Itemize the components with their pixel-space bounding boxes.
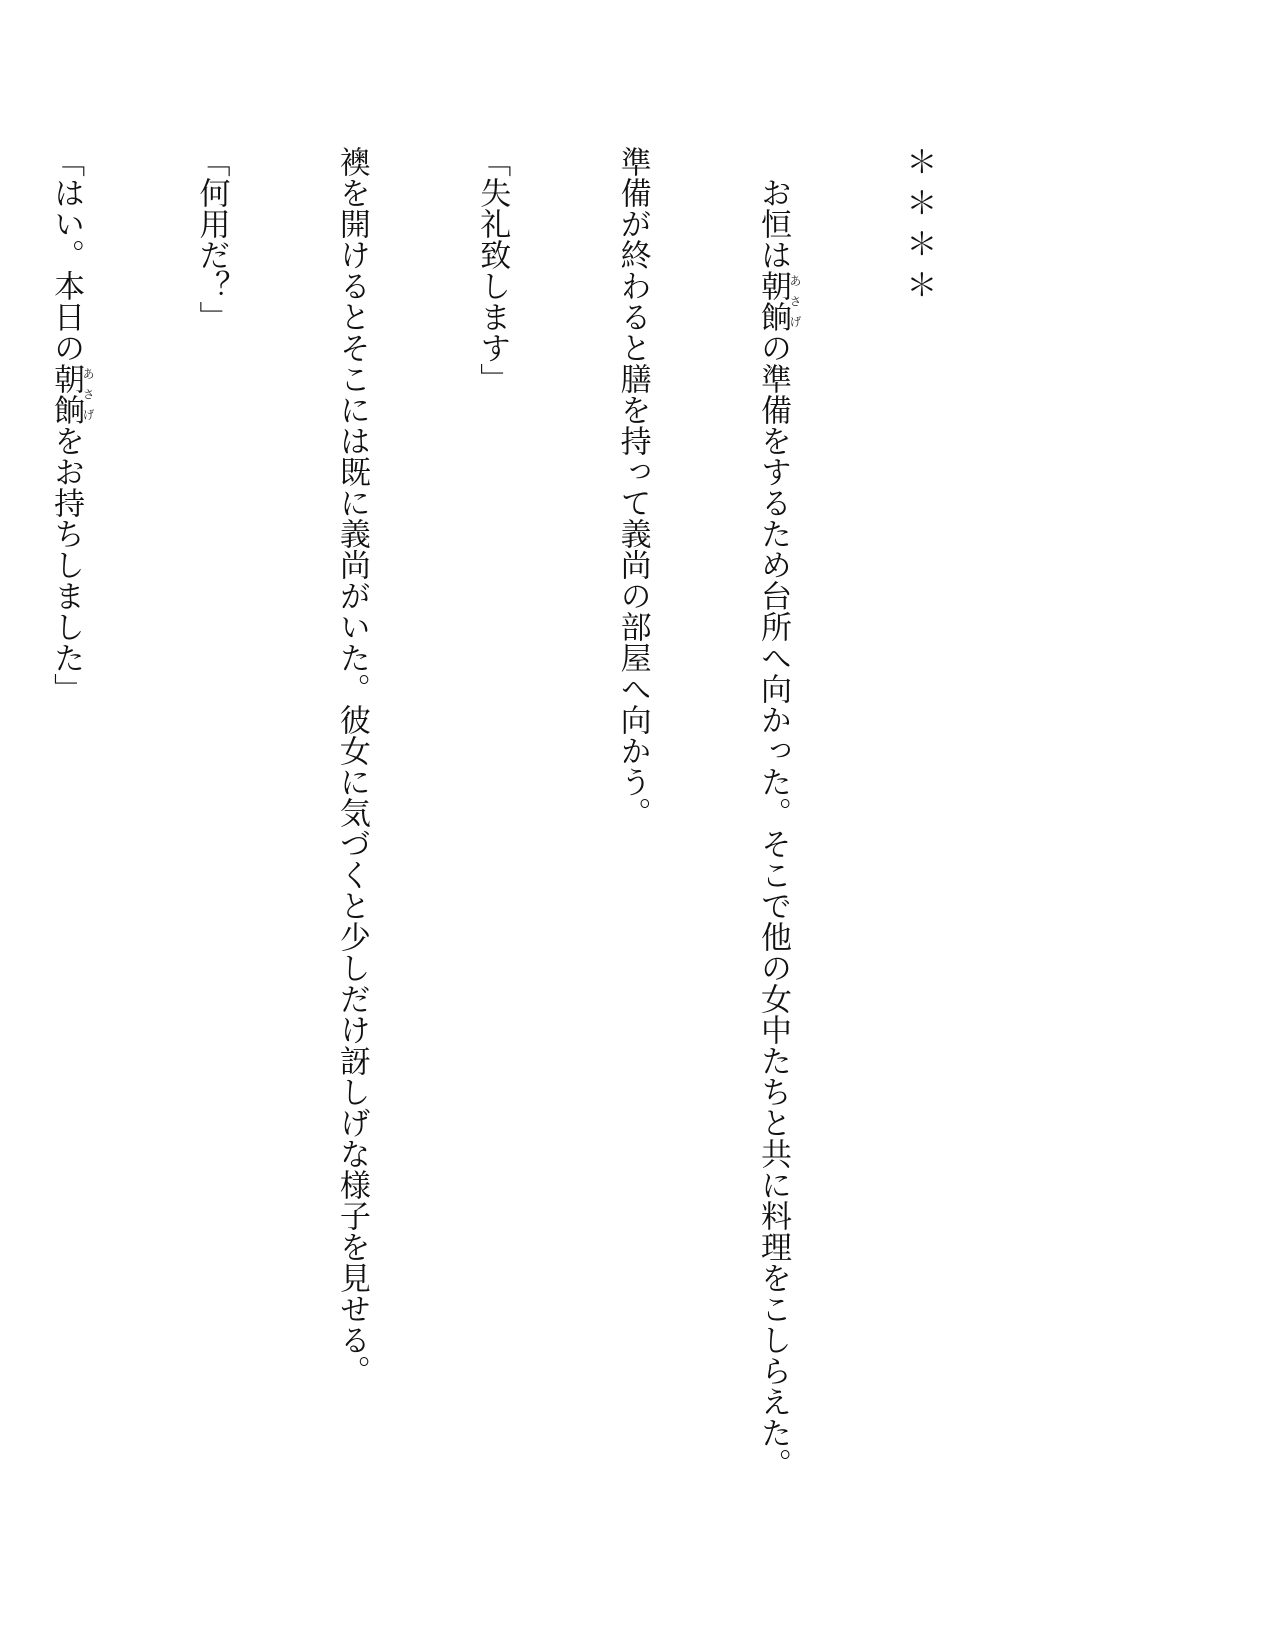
ruby-annotation bbox=[755, 270, 803, 332]
ruby-base: 朝餉 bbox=[48, 363, 85, 425]
text-segment: 「はい。本日の bbox=[48, 146, 85, 363]
scene-separator-top: ＊＊＊＊ bbox=[900, 146, 937, 310]
text-segment: の準備をするため台所へ向かった。そこで他の女中たちと共に料理をこしらえた。 bbox=[755, 332, 792, 1479]
text-segment: お恒は bbox=[755, 177, 792, 270]
ruby-base: 朝餉 bbox=[755, 270, 792, 332]
paragraph-line bbox=[749, 146, 801, 1526]
ruby-reading: あさげ bbox=[81, 363, 96, 425]
text-segment: をお持ちしました」 bbox=[48, 425, 85, 704]
ruby-reading: あさげ bbox=[788, 270, 803, 332]
paragraph-line: 準備が終わると膳を持って義尚の部屋へ向かう。 bbox=[614, 146, 651, 828]
ruby-annotation bbox=[48, 363, 96, 425]
vertical-text-body bbox=[0, 146, 1035, 1526]
paragraph-line: 襖を開けるとそこには既に義尚がいた。彼女に気づくと少しだけ訝しげな様子を見せる。 bbox=[333, 146, 370, 1386]
dialogue-line bbox=[42, 146, 94, 1526]
dialogue-line: 「失礼致します」 bbox=[474, 146, 511, 394]
dialogue-line: 「何用だ？」 bbox=[193, 146, 230, 332]
